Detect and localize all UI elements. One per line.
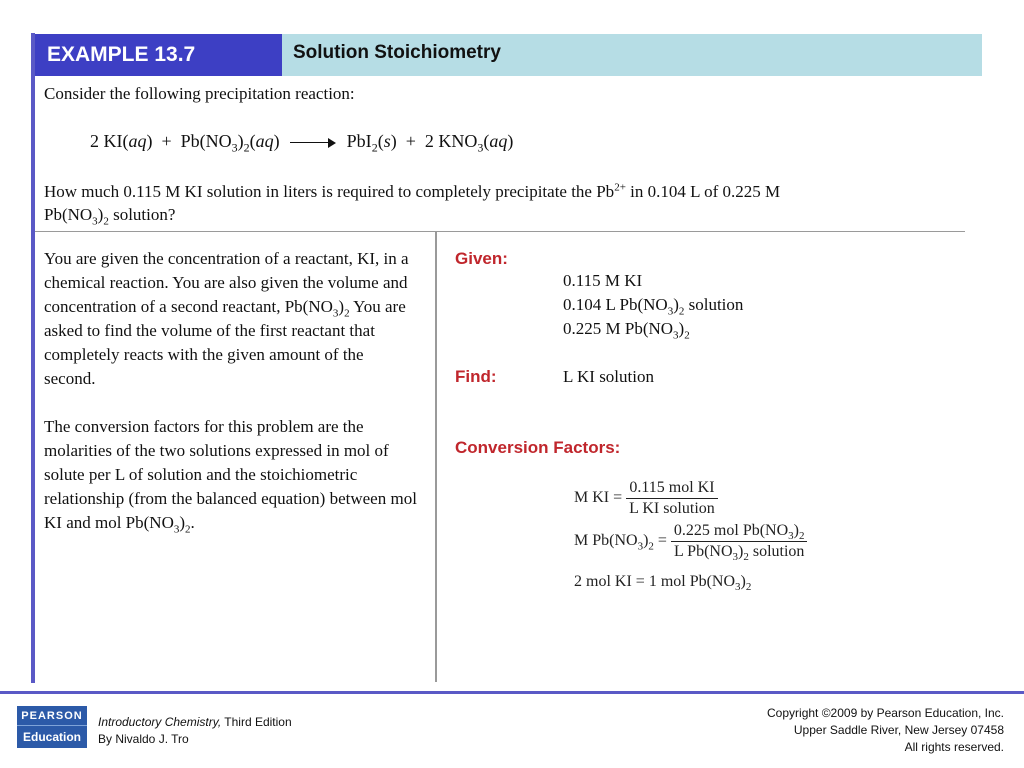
conversion-factor-3: 2 mol KI = 1 mol $Pb(NO_3)_2$ [574, 573, 752, 594]
reaction-arrow-icon [290, 138, 336, 148]
example-label: EXAMPLE 13.7 [35, 34, 282, 76]
chemical-equation: 2 $KI(aq) + Pb(NO_3)_2(aq) PbI_2(s) + 2$ $KNO_3(aq)$ [90, 131, 514, 155]
given-label: Given: [455, 249, 508, 268]
explanation-column [44, 247, 419, 535]
find-label: Find: [455, 367, 497, 386]
divider-vertical [435, 232, 437, 682]
problem-intro: Consider the following precipitation reaction: [44, 84, 355, 103]
problem-question: How much 0.115 M KI solution in liters is required to completely precipitate the $Pb^{2+}$ in 0.104 L of 0.225 M $Pb(NO_3)_2$ solution? [44, 181, 781, 228]
given-value-3: 0.225 M $Pb(NO_3)_2$ [563, 319, 690, 342]
conversion-factor-2: M $Pb(NO_3)_2$ = $\frac{0.225 mol Pb(NO_3)_2}{L Pb(NO_3)_2 solution}$ [574, 521, 807, 562]
left-accent-bar [31, 33, 35, 683]
given-value-1: 0.115 M KI [563, 271, 643, 290]
find-value: L KI solution [563, 367, 654, 386]
given-value-2: 0.104 L $Pb(NO_3)_2$ solution [563, 295, 744, 318]
slide-title: Solution Stoichiometry [282, 34, 982, 76]
copyright-notice: Copyright ©2009 by Pearson Education, Inc. Upper Saddle River, New Jersey 07458 All rights reserved. [767, 706, 1004, 754]
book-info: Introductory Chemistry, Third Edition By Nivaldo J. Tro [98, 715, 292, 746]
footer-divider [0, 691, 1024, 694]
pearson-logo: PEARSON Education [17, 706, 87, 748]
explanation-paragraph-2: The conversion factors for this problem are the molarities of the two solutions expressed in mol of solute per L of solution and the stoichiometric relationship (from the balanced equation) between mol KI and mol $Pb(NO_3)_2$. [44, 417, 417, 536]
divider-horizontal [35, 231, 965, 232]
conversion-factors-label: Conversion Factors: [455, 438, 621, 457]
conversion-factor-1: M KI = $\frac{\text{0.115 mol KI}}{\text{L KI solution}}$ [574, 478, 718, 519]
explanation-paragraph-1: You are given the concentration of a reactant, KI, in a chemical reaction. You are also given the volume and concentration of a second reactant, $Pb(NO_3)_2$ You are asked to find the volume of the first reactant that completely reacts with the given amount of the second. [44, 249, 409, 388]
